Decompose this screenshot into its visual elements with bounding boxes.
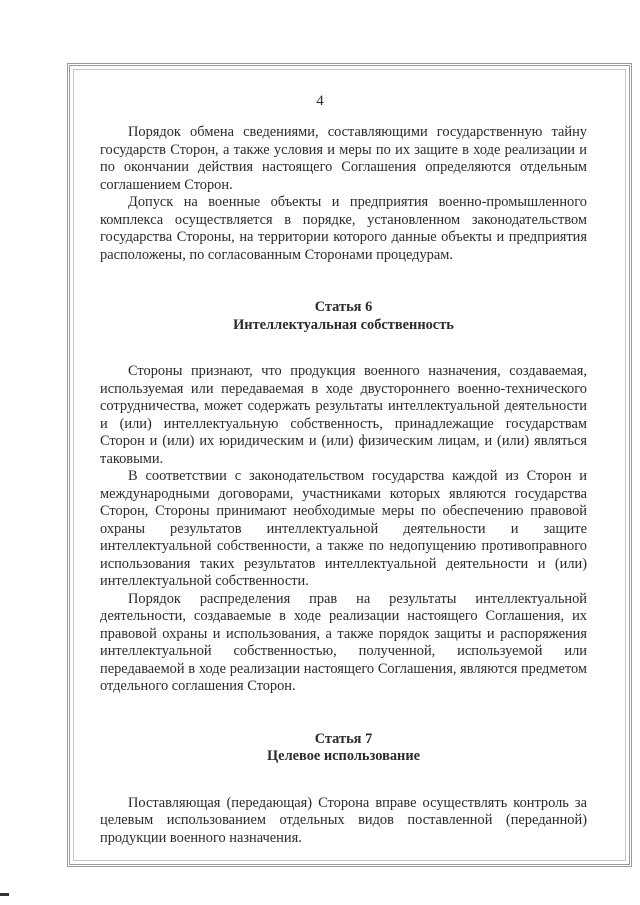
page-number: 4 (316, 93, 324, 109)
article-7-paragraph-1: Поставляющая (передающая) Сторона вправе осуществлять контроль за целевым использованием отдельных видов поставленной (переданной) продукции военного назначения. (100, 794, 587, 846)
spacer (100, 696, 587, 731)
article-6-paragraph-2: В соответствии с законодательством государства каждой из Сторон и международными договорами, участниками которых являются государства Сторон, Стороны принимают необходимые меры по обеспечению правовой охраны результатов интеллектуальной деятельности и защите интеллектуальной собственности, а также по недопущению противоправного использования таких результатов интеллектуальной деятельности и (или) интеллектуальной собственности. (100, 468, 587, 589)
spacer (100, 264, 587, 299)
article-6-title: Интеллектуальная собственность (233, 316, 454, 333)
article-7-number: Статья 7 (314, 730, 373, 747)
spacer (100, 766, 587, 795)
paragraph-secrecy: Порядок обмена сведениями, составляющими государственную тайну государств Сторон, а также условия и меры по их защите в ходе реализации и по окончании действия настоящего Соглашения определяются отдельным соглашением Сторон. (100, 124, 587, 193)
article-7-title: Целевое использование (266, 748, 421, 764)
article-6-number: Статья 6 (314, 299, 373, 315)
article-6-paragraph-3: Порядок распределения прав на результаты интеллектуальной деятельности, создаваемые в ходе реализации настоящего Соглашения, их правовой охраны и использования, а также порядок защиты и распоряжения интеллектуальной собственностью, полученной, используемой или передаваемой в ходе реализации настоящего Соглашения, являются предметом отдельного соглашения Сторон. (100, 590, 587, 694)
document-body (100, 124, 587, 847)
paragraph-access: Допуск на военные объекты и предприятия военно-промышленного комплекса осуществляется в порядке, установленном законодательством государства Стороны, на территории которого данные объекты и предприятия расположены, по согласованным Сторонами процедурам. (100, 194, 587, 263)
spacer (100, 334, 587, 363)
scan-edge-mark (0, 893, 9, 896)
article-6-paragraph-1: Стороны признают, что продукция военного назначения, создаваемая, используемая или передаваемая в ходе двустороннего военно-технического сотрудничества, может содержать результаты интеллектуальной деятельности и (или) интеллектуальную собственность, принадлежащие государствам Сторон и (или) их юридическим и (или) физическим лицам, и (или) являться таковыми. (100, 363, 587, 467)
